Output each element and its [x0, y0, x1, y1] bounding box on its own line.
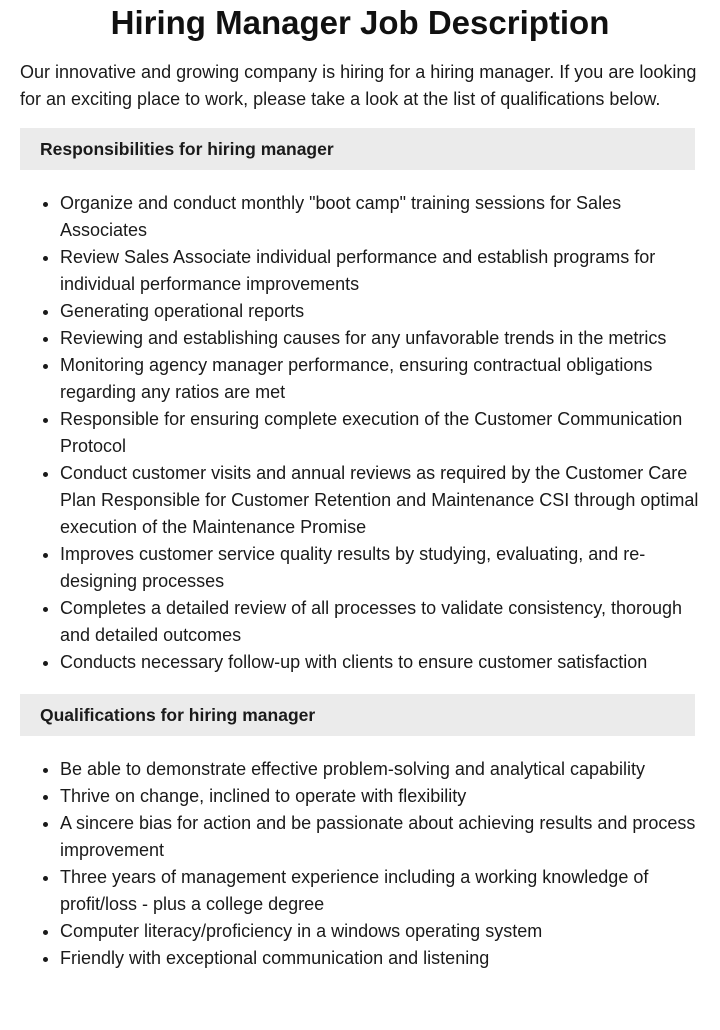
intro-paragraph: Our innovative and growing company is hiring for a hiring manager. If you are looking for an exciting place to work, please take a look at the list of qualifications below. [20, 62, 697, 109]
list-item: • Organize and conduct monthly "boot camp" training sessions for Sales Associates [60, 190, 700, 244]
page-title: Hiring Manager Job Description [110, 4, 610, 41]
list-item: • Be able to demonstrate effective problem-solving and analytical capability [60, 756, 700, 783]
list-item: • Thrive on change, inclined to operate with flexibility [60, 783, 700, 810]
list-item: • Monitoring agency manager performance, ensuring contractual obligations regarding any ratios are met [60, 352, 700, 406]
list-item: • Review Sales Associate individual performance and establish programs for individual performance improvements [60, 244, 700, 298]
list-item: • Reviewing and establishing causes for any unfavorable trends in the metrics [60, 325, 700, 352]
responsibilities-heading: Responsibilities for hiring manager [20, 128, 695, 170]
list-item: • Conducts necessary follow-up with clients to ensure customer satisfaction [60, 649, 700, 676]
list-item: • Improves customer service quality results by studying, evaluating, and re-designing processes [60, 541, 700, 595]
qualifications-list [20, 756, 700, 972]
list-item: • Computer literacy/proficiency in a windows operating system [60, 918, 700, 945]
list-item: • Three years of management experience including a working knowledge of profit/loss - plus a college degree [60, 864, 700, 918]
list-item: • Generating operational reports [60, 298, 700, 325]
list-item: • Friendly with exceptional communication and listening [60, 945, 700, 972]
list-item: • Responsible for ensuring complete execution of the Customer Communication Protocol [60, 406, 700, 460]
responsibilities-list [20, 190, 700, 676]
list-item: • A sincere bias for action and be passionate about achieving results and process improvement [60, 810, 700, 864]
list-item: • Conduct customer visits and annual reviews as required by the Customer Care Plan Responsible for Customer Retention and Maintenance CSI through optimal execution of the Maintenance Promise [60, 460, 700, 541]
qualifications-heading: Qualifications for hiring manager [20, 694, 695, 736]
list-item: • Completes a detailed review of all processes to validate consistency, thorough and detailed outcomes [60, 595, 700, 649]
